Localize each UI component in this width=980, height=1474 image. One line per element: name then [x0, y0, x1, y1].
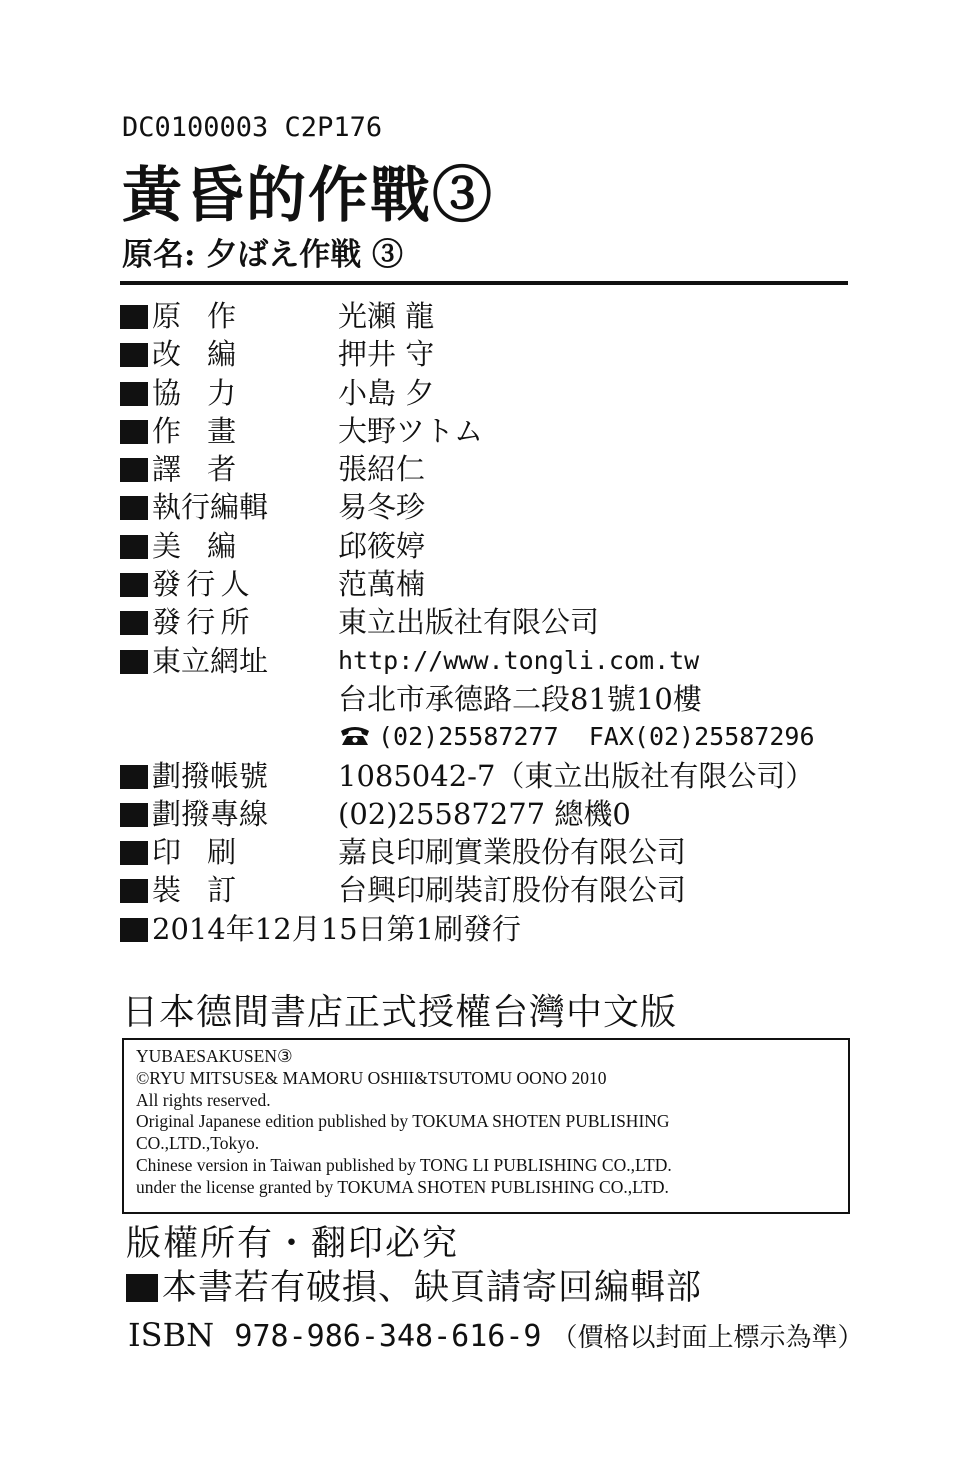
credit-row-artist	[120, 412, 840, 450]
isbn-number: 978-986-348-616-9	[234, 1319, 542, 1354]
credit-label: 協力	[152, 375, 263, 410]
bullet-square-icon	[126, 1274, 158, 1302]
bullet-square-icon	[120, 535, 148, 559]
bullet-square-icon	[120, 841, 148, 865]
credit-value: 嘉良印刷實業股份有限公司	[338, 835, 687, 870]
damage-notice	[126, 1266, 702, 1310]
bullet-square-icon	[120, 765, 148, 789]
credit-row-postal-hotline	[120, 795, 840, 833]
copyright-line: Original Japanese edition published by TOKUMA SHOTEN PUBLISHING	[136, 1111, 670, 1132]
bullet-square-icon	[120, 496, 148, 520]
bullet-square-icon	[120, 650, 148, 674]
credit-label: 改編	[152, 337, 263, 372]
bullet-square-icon	[120, 382, 148, 406]
isbn-label: ISBN	[128, 1316, 215, 1354]
credit-label: 裝訂	[152, 873, 263, 908]
credit-row-publishing-house	[120, 603, 840, 641]
credit-value: 易冬珍	[338, 490, 426, 525]
book-title: 黃昏的作戰③	[122, 161, 494, 231]
copyright-line: All rights reserved.	[136, 1089, 271, 1110]
credit-row-printing	[120, 833, 840, 871]
credit-label: 執行編輯	[152, 490, 269, 525]
copyright-line: YUBAESAKUSEN③	[136, 1046, 293, 1066]
credit-row-executive-editor	[120, 488, 840, 526]
bullet-square-icon	[120, 305, 148, 329]
address-row	[120, 680, 840, 718]
phone-number: (02)25587277	[378, 722, 559, 752]
bullet-square-icon	[120, 458, 148, 482]
copyright-line: ©RYU MITSUSE& MAMORU OSHII&TSUTOMU OONO 2010	[136, 1067, 607, 1088]
bullet-square-icon	[120, 918, 148, 942]
credit-value: 東立出版社有限公司	[338, 605, 600, 640]
credit-row-cooperation	[120, 374, 840, 412]
credit-row-postal-account	[120, 757, 840, 795]
credit-label: 發行人	[152, 567, 255, 602]
rights-reserved: 版權所有・翻印必究	[126, 1224, 460, 1264]
copyright-box	[122, 1038, 850, 1214]
credit-row-original-work	[120, 297, 840, 335]
authorization-statement: 日本德間書店正式授權台灣中文版	[122, 992, 678, 1033]
address-text: 台北市承德路二段81號10樓	[338, 681, 702, 716]
isbn-line	[128, 1314, 863, 1359]
credit-value: 范萬楠	[338, 567, 426, 602]
credit-label: 東立網址	[152, 643, 269, 678]
credit-label: 原作	[152, 299, 263, 333]
release-date: 2014年12月15日第1刷發行	[152, 911, 522, 946]
phone-row	[120, 718, 840, 756]
notice-text: 本書若有破損、缺頁請寄回編輯部	[162, 1268, 703, 1308]
credit-value: 張紹仁	[338, 452, 426, 487]
credit-label: 印刷	[152, 835, 263, 870]
credit-value: 邱筱婷	[338, 528, 426, 563]
price-note: （價格以封面上標示為準）	[551, 1323, 864, 1353]
credit-value: 大野ツトム	[338, 413, 484, 448]
release-row	[120, 910, 840, 948]
phone-fax-line	[338, 718, 815, 756]
copyright-line: under the license granted by TOKUMA SHOTEN PUBLISHING CO.,LTD.	[136, 1176, 669, 1197]
credit-row-art-editor	[120, 527, 840, 565]
bullet-square-icon	[120, 879, 148, 903]
credit-value: 台興印刷裝訂股份有限公司	[338, 873, 687, 908]
credit-row-binding	[120, 871, 840, 909]
website-url: http://www.tongli.com.tw	[338, 645, 700, 675]
credit-label: 作畫	[152, 413, 263, 448]
credit-row-publisher	[120, 565, 840, 603]
credit-value: (02)25587277 總機0	[338, 796, 631, 831]
credit-label: 劃撥專線	[152, 796, 269, 831]
bullet-square-icon	[120, 343, 148, 367]
credit-label: 譯者	[152, 452, 263, 487]
original-title: 原名: 夕ばえ作戦 ③	[122, 237, 404, 273]
credit-label: 劃撥帳號	[152, 758, 269, 793]
bullet-square-icon	[120, 420, 148, 444]
credit-value: 光瀬 龍	[338, 299, 435, 333]
credit-value: 1085042-7（東立出版社有限公司）	[338, 758, 815, 793]
fax-number: FAX(02)25587296	[588, 722, 815, 752]
credit-value: 小島 夕	[338, 375, 435, 410]
credit-label: 美編	[152, 528, 263, 563]
bullet-square-icon	[120, 573, 148, 597]
credit-row-website	[120, 642, 840, 680]
catalog-code: DC0100003 C2P176	[122, 112, 383, 143]
credit-value: 押井 守	[338, 337, 435, 372]
copyright-line: CO.,LTD.,Tokyo.	[136, 1133, 260, 1154]
credit-row-translator	[120, 450, 840, 488]
bullet-square-icon	[120, 803, 148, 827]
copyright-line: Chinese version in Taiwan published by TONG LI PUBLISHING CO.,LTD.	[136, 1154, 672, 1175]
telephone-icon	[338, 725, 372, 747]
credits-list	[120, 297, 840, 948]
title-divider	[120, 281, 848, 285]
credit-label: 發行所	[152, 605, 255, 640]
credit-row-adaptation	[120, 335, 840, 373]
bullet-square-icon	[120, 611, 148, 635]
